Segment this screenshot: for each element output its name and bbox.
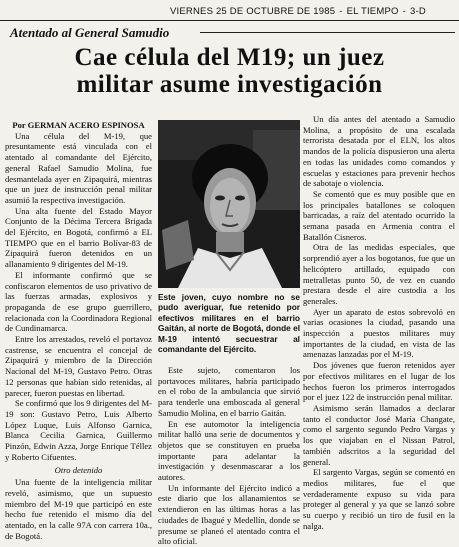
paragraph: Un informante del Ejército indicó a este diario que los allanamientos se extendieron en las últimas horas a las ciudades de Ibagué y Medellín, donde se presume se planeó el atentado contra el alto oficial. xyxy=(158,482,300,547)
portrait-image xyxy=(158,120,300,288)
header-date: VIERNES 25 DE OCTUBRE DE 1985 xyxy=(170,5,336,17)
header-separator: - xyxy=(339,5,343,17)
headline-line-2: militar asume investigación xyxy=(76,71,383,98)
column-1 xyxy=(5,120,152,541)
paragraph: Se comentó que es muy posible que en los principales batallones se coloquen barricadas, a raíz del atentado ocurrido la semana pasada en Armenia contra el Batallón Cisneros. xyxy=(303,188,455,242)
paragraph: Ayer un aparato de estos sobrevoló en varias ocasiones la ciudad, pasando una inspección a puestos militares muy importantes de la ciudad, en vista de las amenazas lanzadas por el M-19. xyxy=(303,306,455,360)
page-header xyxy=(170,2,456,20)
paragraph: Una célula del M-19, que presuntamente está vinculada con el atentado al comandante del Ejército, general Rafael Samudio Molina, fue desmantelada ayer en Zipaquirá, mientras que un juez de instrucción penal militar asumió la respectiva investigación. xyxy=(5,130,152,205)
paragraph: En ese automotor la inteligencia militar halló una serie de documentos y objetos que se constituyen en prueba importante para adelantar la investigación y desenmascarar a los autores. xyxy=(158,418,300,483)
paragraph: Otra de las medidas especiales, que sorprendió ayer a los bogotanos, fue que un helicóptero artillado, equipado con metralletas punto 50, de vez en cuando prestara desde el aire custodia a los generales. xyxy=(303,242,455,306)
subhead: Otro detenido xyxy=(54,464,103,475)
kicker-rule xyxy=(200,32,455,33)
paragraph: Una fuente de la inteligencia militar reveló, asimismo, que un supuesto miembro del M-19 que participó en este hecho fue retenido el mismo día del atentado, en la calle 97A con carrera 10a., de Bogotá. xyxy=(5,477,152,541)
headline-line-1: Cae célula del M19; un juez xyxy=(74,44,385,71)
paragraph: Se confirmó que los 9 dirigentes del M-19 son: Gustavo Petro, Luis Alberto López Luque, Luis Alfonso Garnica, Blanca Cecilia Garnica, Guillermo Pinzón, Edwin Azza, Jorge Enrique Téllez y Roberto Cifuentes. xyxy=(5,398,152,462)
paragraph: Asimismo serán llamados a declarar tanto el conductor José María Changate, como el sargento segundo Pedro Vargas y los que viajaban en el Nissan Patrol, también adscritos a la seguridad del general. xyxy=(303,402,455,467)
paragraph: Este sujeto, comentaron los portavoces militares, habría participado en el robo de la ambulancia que sirvió para tenderle una emboscada al general Samudio Molina, en el barrio Gaitán. xyxy=(158,365,300,418)
paragraph: Entre los arrestados, reveló el portavoz castrense, se encuentra el concejal de Zipaquirá y miembro de la Dirección Nacional del M-19, Gustavo Petro. Otras 12 personas que habían sido retenidas, al parecer, fueron puestas en libertad. xyxy=(5,334,152,398)
column-3 xyxy=(303,114,455,531)
header-rule xyxy=(0,20,459,21)
column-2 xyxy=(158,365,300,547)
kicker: Atentado al General Samudio xyxy=(10,25,170,40)
header-separator-2: - xyxy=(402,5,406,17)
paragraph: El sargento Vargas, según se comentó en medios militares, fue el que verdaderamente expuso su vida para proteger al general y ya que se lanzó sobre su cuerpo y recibió un tiro de fusil en la nalga. xyxy=(303,467,455,531)
paragraph: Dos jóvenes que fueron retenidos ayer por efectivos militares en el lugar de los hechos fueron los primeros interrogados por el juez 122 de instrucción penal militar. xyxy=(303,360,455,403)
byline: Por GERMAN ACERO ESPINOSA xyxy=(12,120,145,130)
header-section: 3-D xyxy=(409,5,426,17)
headline xyxy=(0,44,459,98)
paragraph: Un día antes del atentado a Samudio Molina, a propósito de una escalada terrorista desatada por el ELN, los altos mandos de la policía dispusieron una alerta en todas las unidades como comandos y escuelas y estaciones para prevenir hechos de sabotaje o violencia. xyxy=(303,114,455,189)
photo-caption: Este joven, cuyo nombre no se pudo averiguar, fue retenido por efectivos militares en el barrio Gaitán, al norte de Bogotá, donde el M-19 intentó secuestrar al comandante del Ejército. xyxy=(158,292,300,355)
paragraph: El informante confirmó que se confiscaron elementos de uso privativo de las fuerzas armadas, explosivos y propaganda de ese grupo guerrillero, relacionada con la Coordinadora Regional de Cundinamarca. xyxy=(5,269,152,334)
news-photo xyxy=(158,120,300,288)
paragraph: Una alta fuente del Estado Mayor Conjunto de la Décima Tercera Brigada del Ejército, en Bogotá, confirmó a EL TIEMPO que en el barrio Bolívar-83 de Zipaquirá fueron detenidos en un allanamiento 9 dirigentes del M-19. xyxy=(5,205,152,270)
header-paper: EL TIEMPO xyxy=(346,5,399,17)
